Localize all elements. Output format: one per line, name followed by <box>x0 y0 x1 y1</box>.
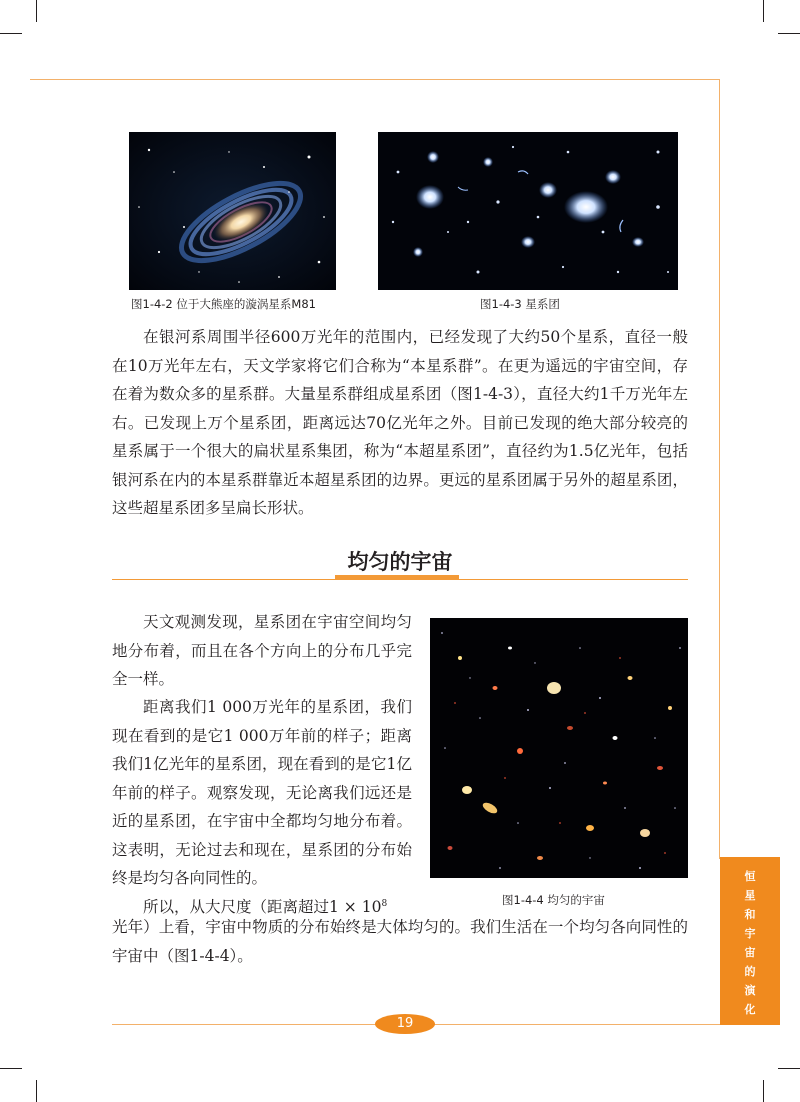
crop-mark <box>778 33 800 34</box>
side-tab-char: 演 <box>744 984 756 997</box>
side-tab-char: 化 <box>744 1003 756 1016</box>
page-number: 19 <box>375 1014 435 1034</box>
section-title: 均匀的宇宙 <box>347 550 453 574</box>
body-paragraph: 天文观测发现，星系团在宇宙空间均匀地分布着，而且在各个方向上的分布几乎完全一样。 <box>112 613 412 688</box>
side-tab-char: 和 <box>744 908 756 921</box>
galaxy-cluster-photo <box>378 132 678 290</box>
side-tab-char: 星 <box>744 889 756 902</box>
crop-mark <box>763 0 764 22</box>
side-tab-char: 宇 <box>744 927 756 940</box>
crop-mark <box>0 1068 22 1069</box>
m81-galaxy-photo <box>129 132 336 290</box>
body-paragraph-start: 所以，从大尺度（距离超过$1 \times 10^8$ <box>143 898 388 916</box>
crop-mark <box>778 1068 800 1069</box>
crop-mark <box>36 0 37 22</box>
body-paragraph: 在银河系周围半径600万光年的范围内，已经发现了大约50个星系，直径一般在10万光年左右，天文学家将它们合称为“本星系群”。在更为遥远的宇宙空间，存在着为数众多的星系群。大量星系群组成星系团（图1-4-3），直径大约1千万光年左右。已发现上万个星系团，距离远达70亿光年之外。目前已发现的绝大部分较亮的星系属于一个很大的扁状星系集团，称为“本超星系团”，直径约为1.5亿光年，包括银河系在内的本星系群靠近本超星系团的边界。更远的星系团属于另外的超星系团，这些超星系团多呈扁长形状。 <box>112 328 688 517</box>
crop-mark <box>0 33 22 34</box>
side-tab-char: 宙 <box>744 946 756 959</box>
body-paragraph: 距离我们1 000万光年的星系团，我们现在看到的是它1 000万年前的样子；距离我们1亿光年的星系团，现在看到的是它1亿年前的样子。观察发现，无论离我们远还是近的星系团，在宇宙中全都均匀地分布着。这表明，无论过去和现在，星系团的分布始终是均匀各向同性的。 <box>112 698 412 887</box>
body-paragraph: 光年）上看，宇宙中物质的分布始终是大体均匀的。我们生活在一个均匀各向同性的宇宙中（图1-4-4）。 <box>112 918 688 965</box>
frame-top-rule <box>30 79 720 80</box>
figure-caption: 图1-4-2 位于大熊座的漩涡星系M81 <box>131 297 316 311</box>
side-tab-char: 的 <box>744 965 756 978</box>
deep-field-photo <box>430 618 688 878</box>
frame-right-rule <box>719 79 720 859</box>
crop-mark <box>763 1080 764 1102</box>
chapter-side-tab <box>720 857 780 1025</box>
section-title-underline <box>335 575 459 580</box>
figure-caption: 图1-4-4 均匀的宇宙 <box>502 893 605 907</box>
figure-caption: 图1-4-3 星系团 <box>480 297 560 311</box>
crop-mark <box>36 1080 37 1102</box>
side-tab-char: 恒 <box>744 870 756 883</box>
